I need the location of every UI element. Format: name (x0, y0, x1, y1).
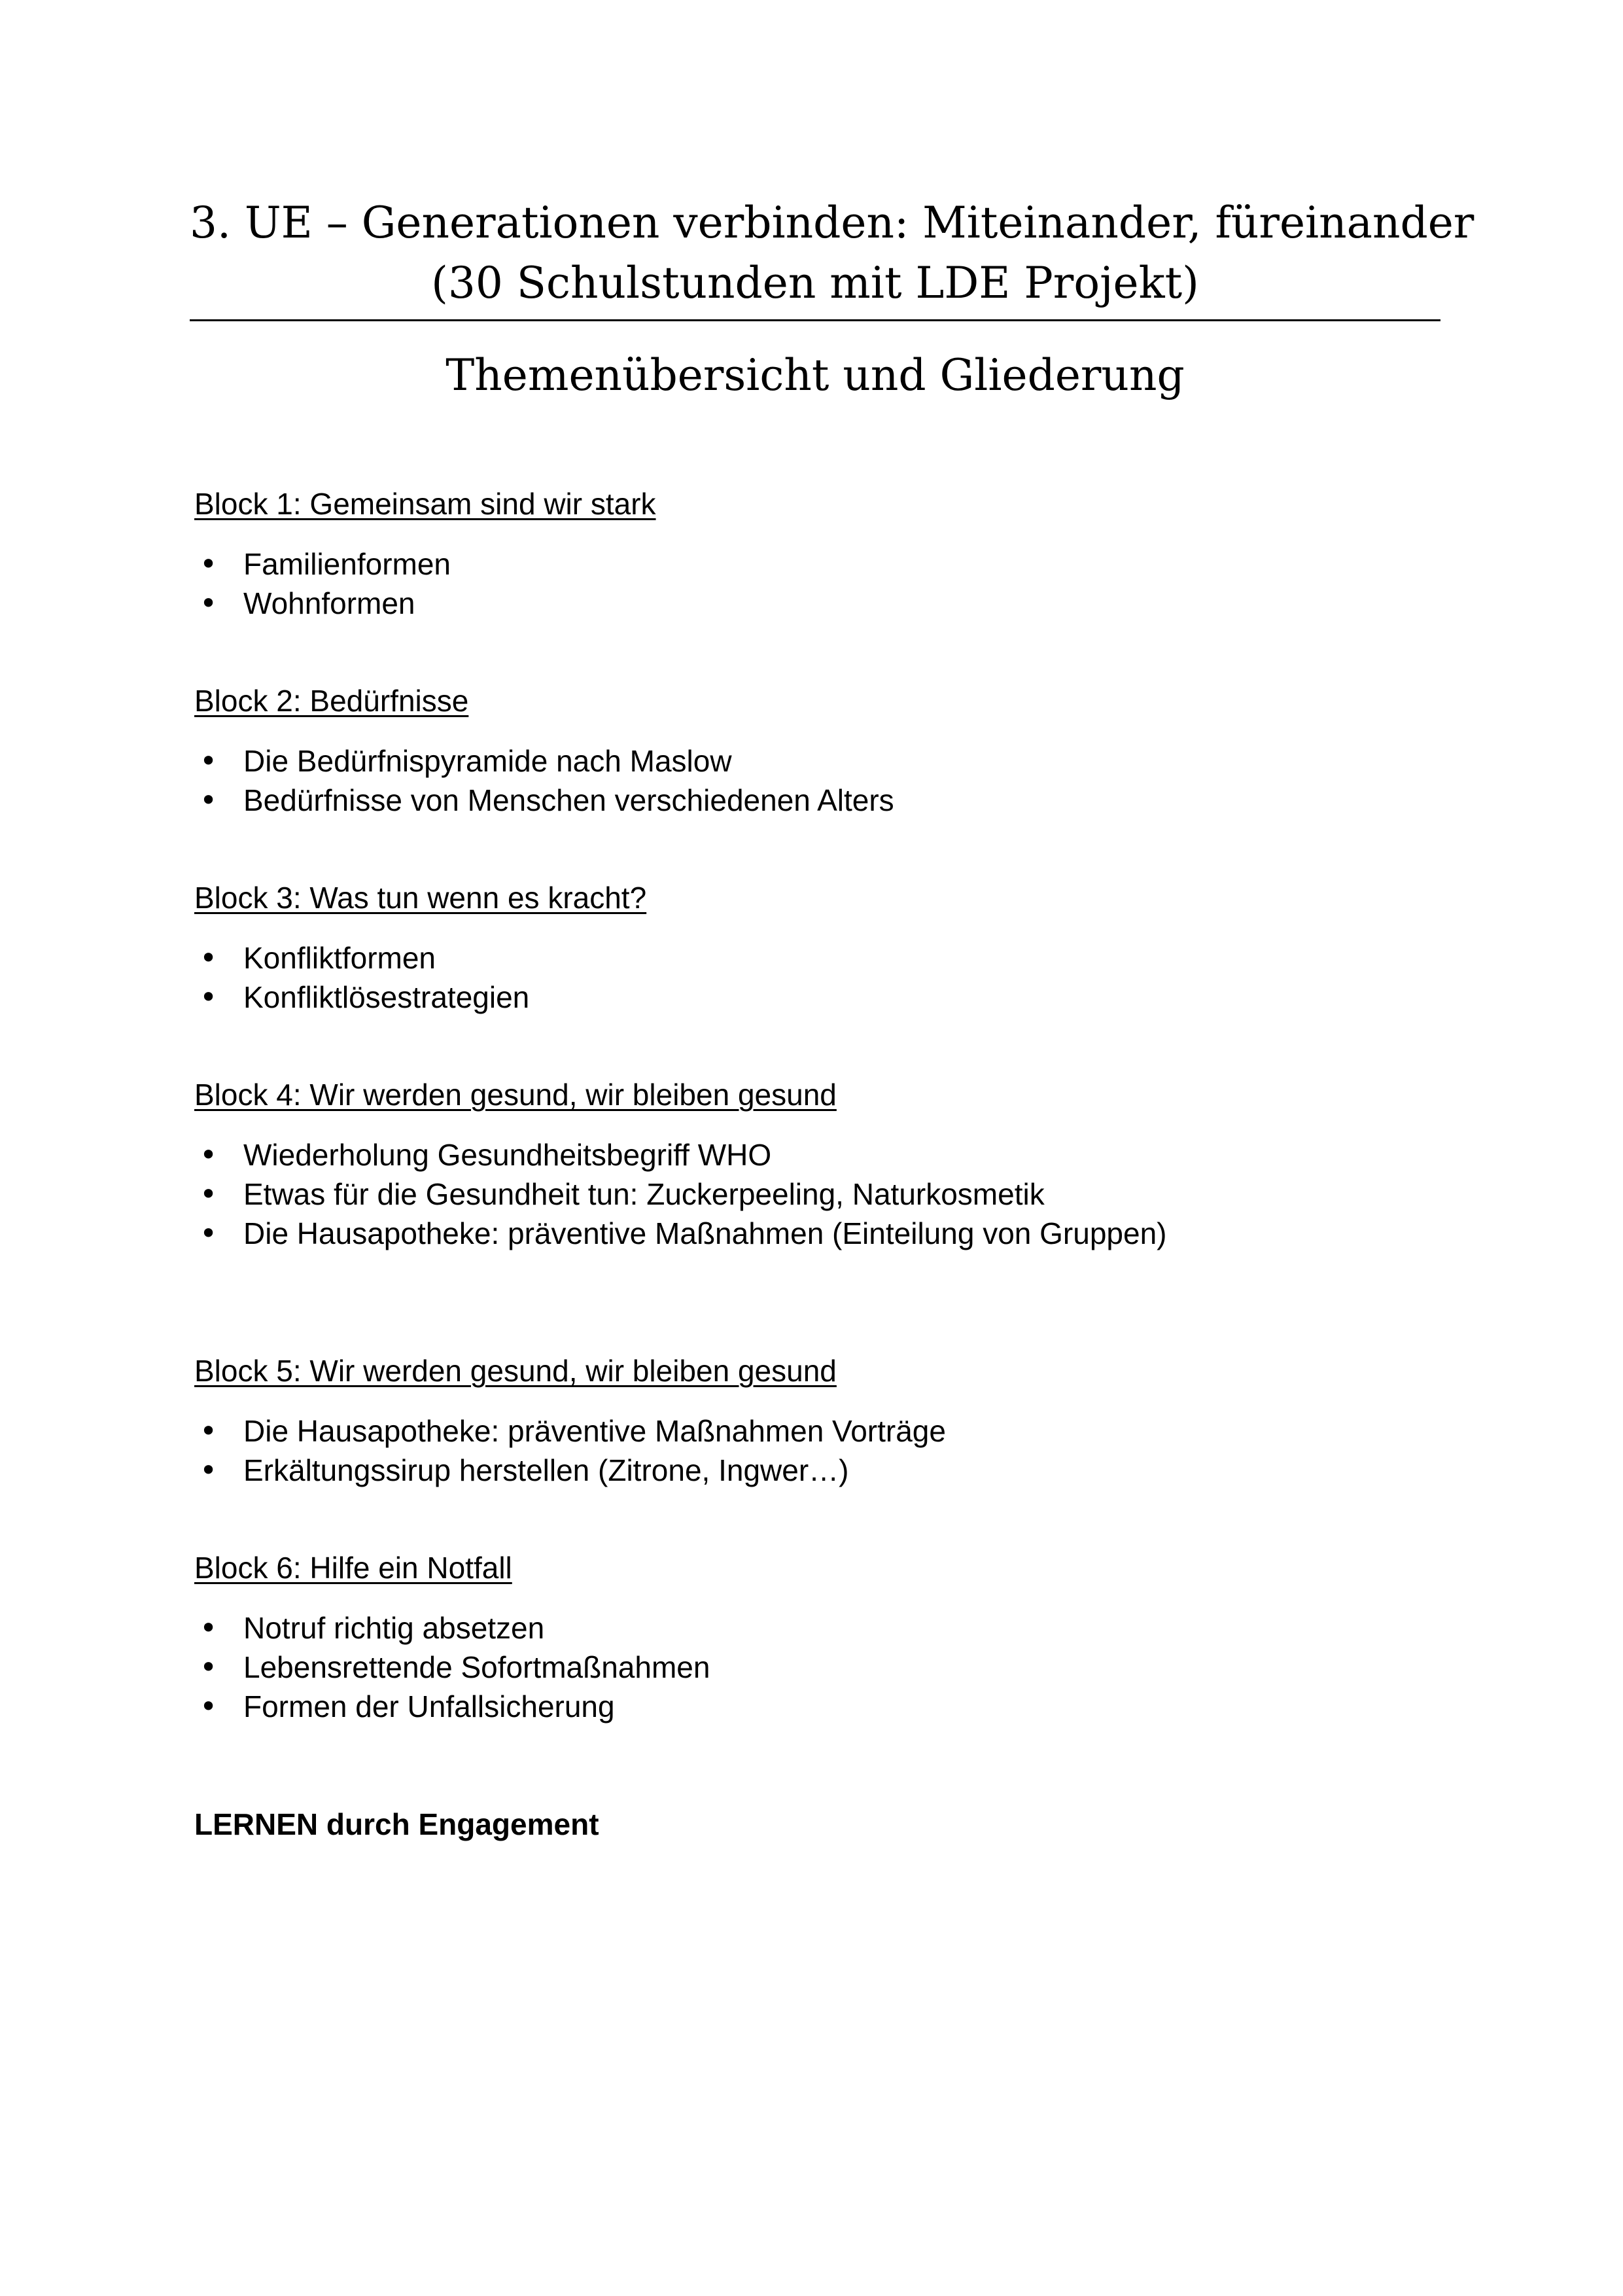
list-item (194, 1214, 1437, 1253)
bullet-icon: • (200, 980, 218, 1015)
list-item (194, 1687, 1437, 1726)
block-1 (194, 484, 1437, 623)
block-6 (194, 1548, 1437, 1726)
block-2 (194, 681, 1437, 820)
list-item-text: Bedürfnisse von Menschen verschiedenen Alters (243, 783, 894, 817)
spacer (194, 1490, 1437, 1548)
list-item-text: Konfliktlösestrategien (243, 980, 530, 1014)
spacer (194, 1253, 1437, 1351)
spacer (194, 1017, 1437, 1075)
block-heading: Block 5: Wir werden gesund, wir bleiben gesund (194, 1354, 837, 1388)
list-item (194, 1451, 1437, 1490)
list-item-text: Die Hausapotheke: präventive Maßnahmen Vorträge (243, 1414, 946, 1448)
title-line-2: (30 Schulstunden mit LDE Projekt) (431, 258, 1199, 308)
document-title (190, 193, 1475, 313)
list-item (194, 584, 1437, 623)
block-list (194, 544, 1437, 623)
list-item-text: Etwas für die Gesundheit tun: Zuckerpeeling, Naturkosmetik (243, 1177, 1045, 1211)
block-3 (194, 878, 1437, 1017)
block-list (194, 1411, 1437, 1490)
list-item (194, 781, 1437, 820)
list-item (194, 1648, 1437, 1687)
block-heading: Block 1: Gemeinsam sind wir stark (194, 487, 656, 521)
list-item-text: Notruf richtig absetzen (243, 1611, 545, 1645)
document-content (194, 484, 1437, 1844)
document-subtitle: Themenübersicht und Gliederung (445, 350, 1185, 400)
list-item-text: Lebensrettende Sofortmaßnahmen (243, 1650, 710, 1684)
spacer (194, 820, 1437, 878)
list-item (194, 741, 1437, 781)
list-item-text: Formen der Unfallsicherung (243, 1689, 615, 1723)
list-item (194, 1411, 1437, 1451)
block-4 (194, 1075, 1437, 1253)
list-item-text: Wohnformen (243, 586, 415, 620)
list-item (194, 544, 1437, 584)
title-line-1: 3. UE – Generationen verbinden: Miteinander, füreinander (190, 198, 1475, 248)
list-item-text: Die Bedürfnispyramide nach Maslow (243, 744, 732, 778)
list-item (194, 1174, 1437, 1214)
block-heading: Block 2: Bedürfnisse (194, 684, 469, 718)
block-5 (194, 1351, 1437, 1490)
bullet-icon: • (200, 940, 218, 976)
bullet-icon: • (200, 1413, 218, 1449)
list-item-text: Erkältungssirup herstellen (Zitrone, Ingwer…) (243, 1453, 849, 1487)
bullet-icon: • (200, 1610, 218, 1646)
block-list (194, 1135, 1437, 1253)
bullet-icon: • (200, 743, 218, 779)
block-heading: Block 6: Hilfe ein Notfall (194, 1551, 512, 1585)
block-list (194, 741, 1437, 820)
bullet-icon: • (200, 1453, 218, 1488)
bullet-icon: • (200, 1216, 218, 1251)
list-item-text: Wiederholung Gesundheitsbegriff WHO (243, 1138, 772, 1172)
spacer (194, 1726, 1437, 1805)
list-item-text: Die Hausapotheke: präventive Maßnahmen (Einteilung von Gruppen) (243, 1216, 1167, 1250)
title-divider (190, 319, 1440, 321)
bullet-icon: • (200, 546, 218, 582)
spacer (194, 623, 1437, 681)
footer-heading: LERNEN durch Engagement (194, 1807, 599, 1841)
list-item-text: Konfliktformen (243, 941, 436, 975)
list-item (194, 1608, 1437, 1648)
block-heading: Block 3: Was tun wenn es kracht? (194, 881, 647, 915)
block-list (194, 938, 1437, 1017)
block-heading: Block 4: Wir werden gesund, wir bleiben gesund (194, 1078, 837, 1112)
bullet-icon: • (200, 1689, 218, 1724)
block-list (194, 1608, 1437, 1726)
bullet-icon: • (200, 1650, 218, 1685)
bullet-icon: • (200, 1176, 218, 1212)
list-item (194, 1135, 1437, 1174)
bullet-icon: • (200, 783, 218, 818)
bullet-icon: • (200, 586, 218, 621)
bullet-icon: • (200, 1137, 218, 1173)
list-item (194, 938, 1437, 978)
list-item (194, 978, 1437, 1017)
list-item-text: Familienformen (243, 547, 451, 581)
